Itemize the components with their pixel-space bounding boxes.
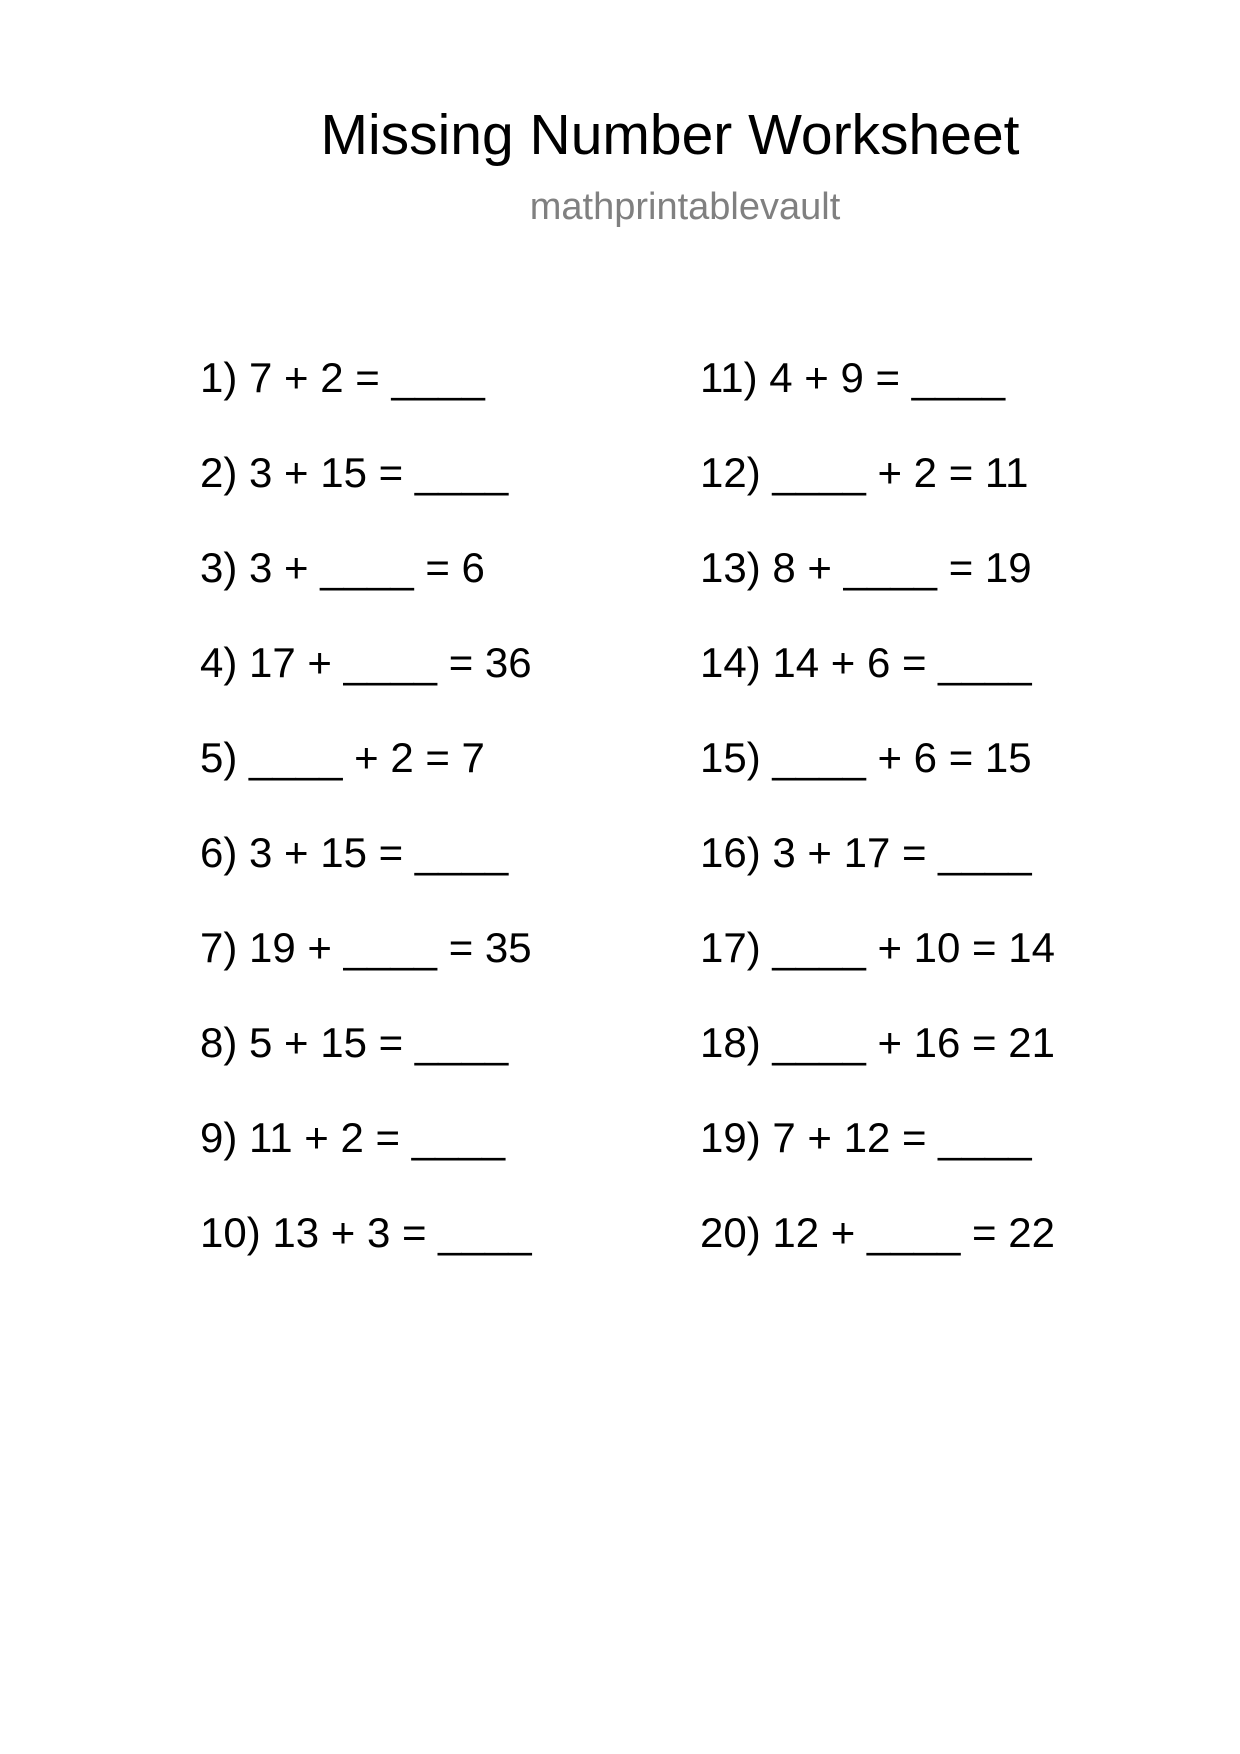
problem-item: 1) 7 + 2 = ____ bbox=[200, 354, 485, 401]
problem-item: 6) 3 + 15 = ____ bbox=[200, 829, 509, 876]
problem-item: 11) 4 + 9 = ____ bbox=[700, 354, 1006, 401]
source-label: mathprintablevault bbox=[529, 186, 841, 228]
problem-item: 2) 3 + 15 = ____ bbox=[200, 449, 509, 496]
problem-item: 5) ____ + 2 = 7 bbox=[200, 734, 485, 781]
problem-item: 9) 11 + 2 = ____ bbox=[200, 1114, 506, 1161]
problem-item: 3) 3 + ____ = 6 bbox=[200, 544, 485, 591]
problem-item: 7) 19 + ____ = 35 bbox=[200, 924, 532, 971]
page-title: Missing Number Worksheet bbox=[320, 103, 1020, 167]
problem-list-left bbox=[200, 348, 532, 1298]
problem-item: 16) 3 + 17 = ____ bbox=[700, 829, 1032, 876]
problem-item: 15) ____ + 6 = 15 bbox=[700, 734, 1032, 781]
problem-item: 18) ____ + 16 = 21 bbox=[700, 1019, 1055, 1066]
problem-item: 14) 14 + 6 = ____ bbox=[700, 639, 1032, 686]
problem-item: 4) 17 + ____ = 36 bbox=[200, 639, 532, 686]
problem-item: 20) 12 + ____ = 22 bbox=[700, 1209, 1055, 1256]
problem-item: 10) 13 + 3 = ____ bbox=[200, 1209, 532, 1256]
problem-item: 12) ____ + 2 = 11 bbox=[700, 449, 1029, 496]
problem-item: 8) 5 + 15 = ____ bbox=[200, 1019, 509, 1066]
problem-list-right bbox=[700, 348, 1055, 1298]
problem-item: 17) ____ + 10 = 14 bbox=[700, 924, 1055, 971]
problem-item: 13) 8 + ____ = 19 bbox=[700, 544, 1032, 591]
problem-item: 19) 7 + 12 = ____ bbox=[700, 1114, 1032, 1161]
